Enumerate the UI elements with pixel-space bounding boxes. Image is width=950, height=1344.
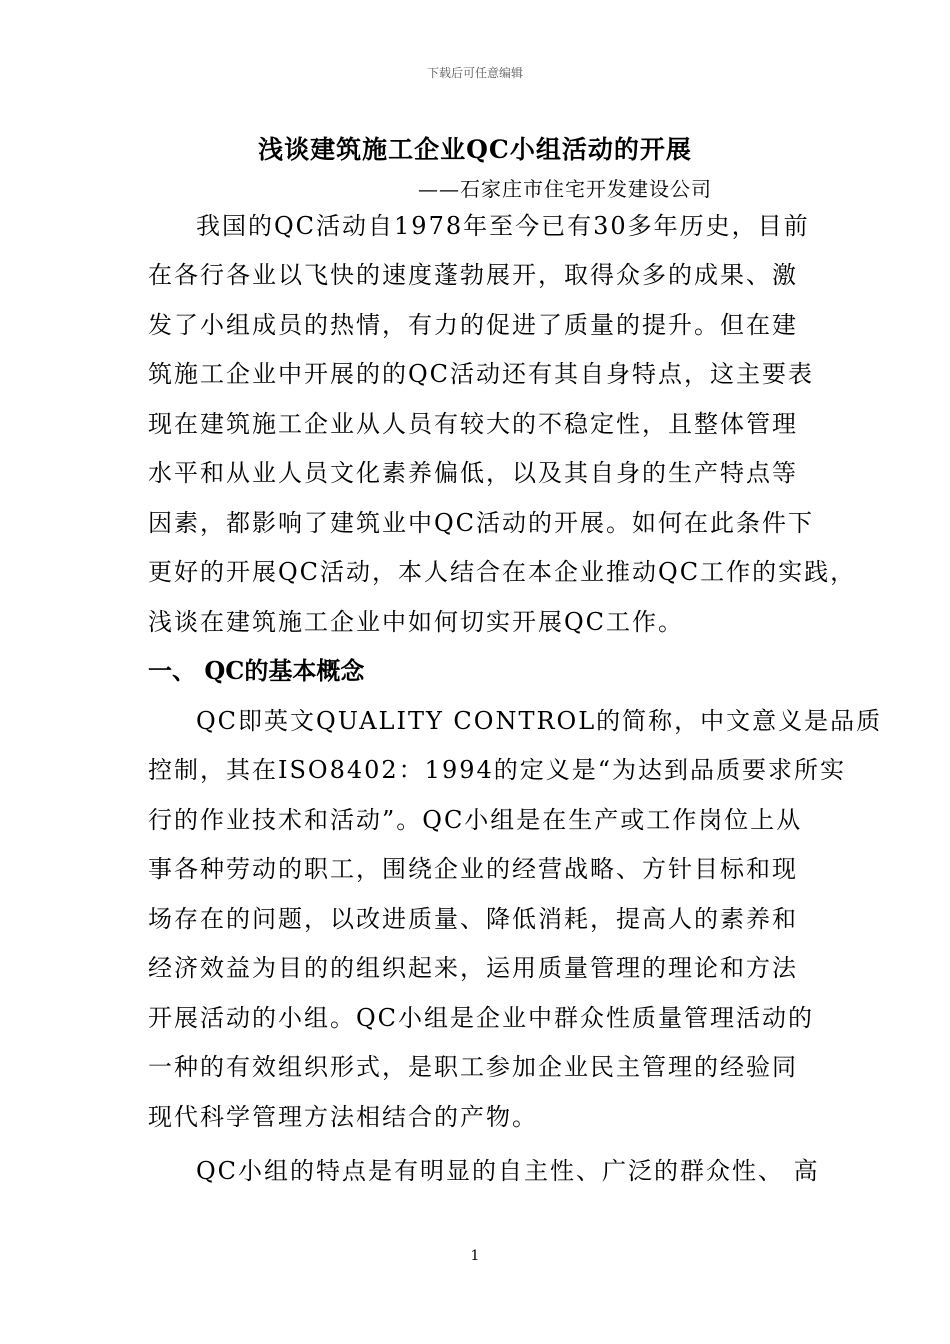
paragraph-line: 事各种劳动的职工，围绕企业的经营战略、方针目标和现	[148, 855, 798, 883]
paragraph-line: 控制，其在ISO8402：1994的定义是“为达到品质要求所实	[148, 756, 847, 784]
paragraph-line: 场存在的问题，以改进质量、降低消耗，提高人的素养和	[148, 905, 798, 933]
paragraph-line: 在各行各业以飞快的速度蓬勃展开，取得众多的成果、激	[148, 261, 798, 289]
paragraph-line: 更好的开展QC活动，本人结合在本企业推动QC工作的实践，	[148, 558, 857, 586]
paragraph-line: 现代科学管理方法相结合的产物。	[148, 1103, 538, 1131]
paragraph-line: 一种的有效组织形式，是职工参加企业民主管理的经验同	[148, 1053, 798, 1081]
paragraph-line: 行的作业技术和活动”。QC小组是在生产或工作岗位上从	[148, 806, 803, 834]
paragraph-line: 发了小组成员的热情，有力的促进了质量的提升。但在建	[148, 311, 798, 339]
document-subtitle: ——石家庄市住宅开发建设公司	[418, 177, 712, 201]
paragraph-line: QC小组的特点是有明显的自主性、广泛的群众性、 高	[196, 1157, 820, 1185]
section-heading: 一、 QC的基本概念	[148, 656, 365, 685]
paragraph-line: 浅谈在建筑施工企业中如何切实开展QC工作。	[148, 608, 685, 636]
document-title: 浅谈建筑施工企业QC小组活动的开展	[258, 135, 692, 164]
paragraph-line: 开展活动的小组。QC小组是企业中群众性质量管理活动的	[148, 1004, 815, 1032]
paragraph-line: 因素，都影响了建筑业中QC活动的开展。如何在此条件下	[148, 509, 815, 537]
page-number: 1	[470, 1248, 480, 1264]
paragraph-line: 我国的QC活动自1978年至今已有30多年历史，目前	[196, 212, 810, 240]
paragraph-line: 水平和从业人员文化素养偏低，以及其自身的生产特点等	[148, 459, 798, 487]
header-note: 下载后可任意编辑	[426, 66, 523, 80]
paragraph-line: 筑施工企业中开展的的QC活动还有其自身特点，这主要表	[148, 360, 815, 388]
paragraph-line: QC即英文QUALITY CONTROL的简称，中文意义是品质	[196, 707, 883, 735]
paragraph-line: 经济效益为目的的组织起来，运用质量管理的理论和方法	[148, 954, 798, 982]
paragraph-line: 现在建筑施工企业从人员有较大的不稳定性，且整体管理	[148, 410, 798, 438]
